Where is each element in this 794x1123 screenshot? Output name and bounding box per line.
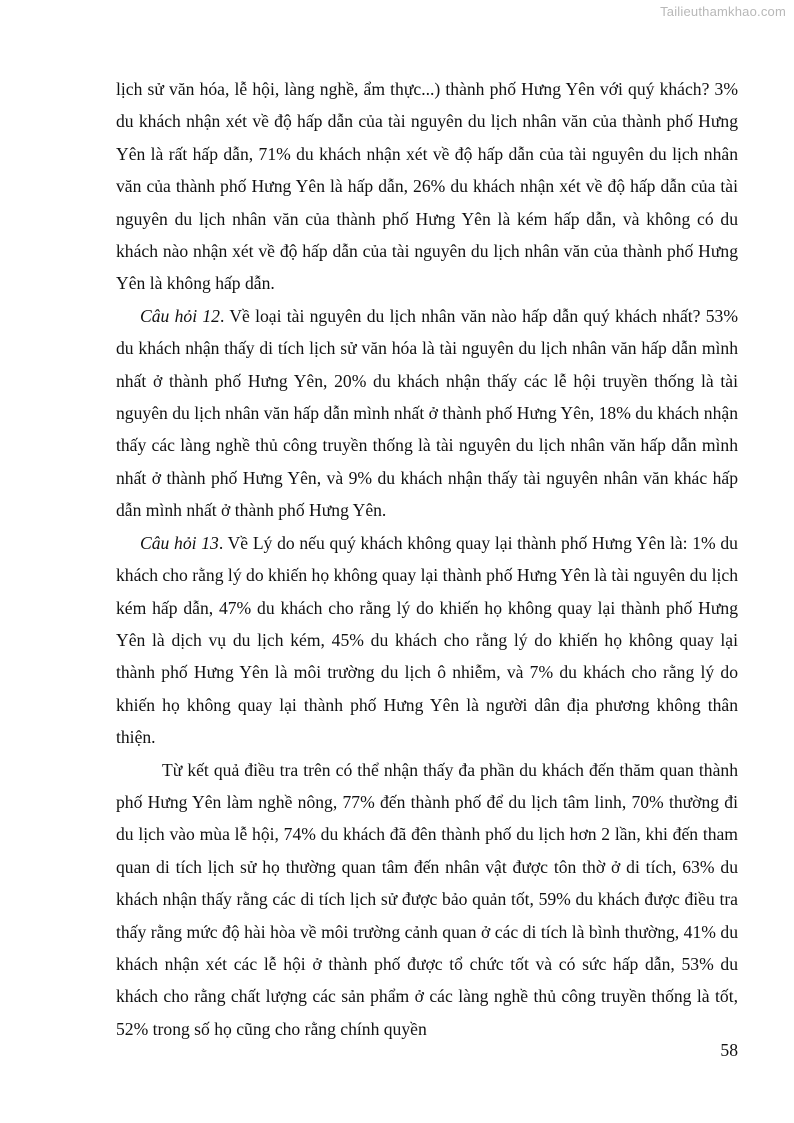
paragraph-question-12 <box>116 300 738 527</box>
question-label: Câu hỏi 12 <box>140 305 220 326</box>
paragraph-text: lịch sử văn hóa, lễ hội, làng nghề, ẩm thực...) thành phố Hưng Yên với quý khách? 3% du khách nhận xét về độ hấp dẫn của tài nguyên du lịch nhân văn của thành phố Hưng Yên là rất hấp dẫn, 71% du khách nhận xét về độ hấp dẫn của tài nguyên du lịch nhân văn của thành phố Hưng Yên là hấp dẫn, 26% du khách nhận xét về độ hấp dẫn của tài nguyên du lịch nhân văn của thành phố Hưng Yên là kém hấp dẫn, và không có du khách nào nhận xét về độ hấp dẫn của tài nguyên du lịch nhân văn của thành phố Hưng Yên là không hấp dẫn. <box>116 79 738 294</box>
paragraph-text: Từ kết quả điều tra trên có thể nhận thấy đa phần du khách đến thăm quan thành phố Hưng Yên làm nghề nông, 77% đến thành phố để du lịch tâm linh, 70% thường đi du lịch vào mùa lễ hội, 74% du khách đã đên thành phố du lịch hơn 2 lần, khi đến tham quan di tích lịch sử họ thường quan tâm đến nhân vật được tôn thờ ở di tích, 63% du khách nhận thấy rằng các di tích lịch sử được bảo quản tốt, 59% du khách được điều tra thấy rằng mức độ hài hòa về môi trường cảnh quan ở các di tích là bình thường, 41% du khách nhận xét các lễ hội ở thành phố được tổ chức tốt và có sức hấp dẫn, 53% du khách cho rằng chất lượng các sản phẩm ở các làng nghề thủ công truyền thống là tốt, 52% trong số họ cũng cho rằng chính quyền <box>116 759 738 1039</box>
paragraph-text: . Về Lý do nếu quý khách không quay lại thành phố Hưng Yên là: 1% du khách cho rằng lý do khiến họ không quay lại thành phố Hưng Yên là tài nguyên du lịch kém hấp dẫn, 47% du khách cho rằng lý do khiến họ không quay lại thành phố Hưng Yên là dịch vụ du lịch kém, 45% du khách cho rằng lý do khiến họ không quay lại thành phố Hưng Yên là môi trường du lịch ô nhiễm, và 7% du khách cho rằng lý do khiến họ không quay lại thành phố Hưng Yên là người dân địa phương không thân thiện. <box>116 532 738 748</box>
paragraph-q11-continuation <box>116 73 738 300</box>
page-body <box>116 73 738 1045</box>
paragraph-question-13 <box>116 527 738 754</box>
paragraph-summary <box>116 754 738 1046</box>
watermark: Tailieuthamkhao.com <box>660 4 786 19</box>
paragraph-text: . Về loại tài nguyên du lịch nhân văn nào hấp dẫn quý khách nhất? 53% du khách nhận thấy di tích lịch sử văn hóa là tài nguyên du lịch nhân văn hấp dẫn mình nhất ở thành phố Hưng Yên, 20% du khách nhận thấy các lễ hội truyền thống là tài nguyên du lịch nhân văn hấp dẫn mình nhất ở thành phố Hưng Yên, 18% du khách nhận thấy các làng nghề thủ công truyền thống là tài nguyên du lịch nhân văn hấp dẫn mình nhất ở thành phố Hưng Yên, và 9% du khách nhận thấy tài nguyên nhân văn khác hấp dẫn mình nhất ở thành phố Hưng Yên. <box>116 305 739 521</box>
page-number: 58 <box>720 1040 738 1060</box>
question-label: Câu hỏi 13 <box>140 532 219 553</box>
